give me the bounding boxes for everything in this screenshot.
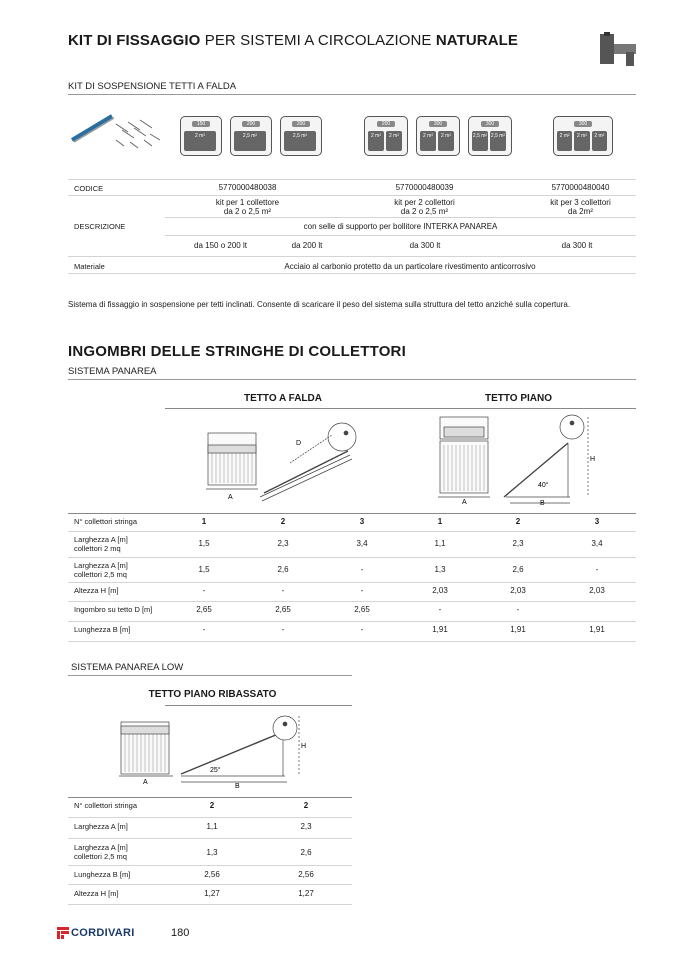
table-row-divider bbox=[68, 641, 636, 642]
table-cell-value: - bbox=[281, 586, 285, 595]
materiale-label: Materiale bbox=[74, 262, 105, 271]
table-cell-value: 2,6 bbox=[277, 565, 289, 574]
table-cell-value: - bbox=[360, 565, 364, 574]
section1-subtitle: KIT DI SOSPENSIONE TETTI A FALDA bbox=[68, 81, 237, 92]
table-row-label: Larghezza A [m] collettori 2 mq bbox=[74, 535, 128, 553]
collector-area-label: 2 m² bbox=[574, 131, 589, 151]
table-row-divider bbox=[68, 817, 352, 818]
mounting-bracket-icon bbox=[598, 30, 640, 70]
table-cell-value: 1,91 bbox=[589, 625, 605, 634]
table-row-divider bbox=[68, 582, 636, 583]
flat-roof-diagram bbox=[430, 413, 605, 507]
table-cell-value: 1,1 bbox=[206, 822, 218, 831]
table-cell-value: 2,56 bbox=[204, 870, 220, 879]
table-cell-value: 3,4 bbox=[591, 539, 603, 548]
table-cell-value: 3 bbox=[594, 517, 600, 526]
label-h2: H bbox=[301, 743, 307, 750]
table-cell-value: 3 bbox=[359, 517, 365, 526]
col-group-tetto-a-falda: TETTO A FALDA bbox=[244, 393, 322, 404]
capacity-2: da 200 lt bbox=[291, 241, 323, 250]
table-row-label: Larghezza A [m] collettori 2,5 mq bbox=[74, 843, 128, 861]
brand-name: CORDIVARI bbox=[71, 927, 135, 939]
collector-area-label: 2 m² bbox=[438, 131, 454, 151]
section2-title: INGOMBRI DELLE STRINGHE DI COLLETTORI bbox=[68, 343, 406, 360]
table-cell-value: 1,5 bbox=[198, 565, 210, 574]
saddle-note: con selle di supporto per bollitore INTERKA PANAREA bbox=[303, 222, 498, 231]
table-row-divider bbox=[68, 865, 352, 866]
table-cell-value: 2,6 bbox=[300, 848, 312, 857]
table-cell-value: - bbox=[202, 625, 206, 634]
tank-capacity-label: 200 bbox=[242, 121, 260, 127]
collector-area-label: 2,5 m² bbox=[472, 131, 488, 151]
pitched-roof-diagram bbox=[200, 415, 370, 507]
table-row-divider bbox=[68, 621, 636, 622]
table-cell-value: 2,65 bbox=[354, 605, 370, 614]
table-cell-value: 2,65 bbox=[275, 605, 291, 614]
table-row-label: Altezza H [m] bbox=[74, 586, 119, 595]
label-a3: A bbox=[143, 779, 148, 786]
table-cell-value: - bbox=[595, 565, 599, 574]
label-b2: B bbox=[235, 783, 240, 790]
table-row-divider bbox=[68, 531, 636, 532]
table-row-label: Altezza H [m] bbox=[74, 889, 119, 898]
table-cell-value: 2,03 bbox=[589, 586, 605, 595]
lowered-flat-roof-diagram bbox=[115, 712, 315, 790]
tank-capacity-label: 300 bbox=[481, 121, 499, 127]
table-cell-value: - bbox=[516, 605, 520, 614]
capacity-3: da 300 lt bbox=[409, 241, 441, 250]
table-cell-value: 2,3 bbox=[300, 822, 312, 831]
label-a: A bbox=[228, 494, 233, 501]
code-2: 5770000480039 bbox=[395, 183, 454, 192]
desc-3: kit per 3 collettori da 2m² bbox=[550, 198, 611, 217]
label-angle25: 25° bbox=[210, 767, 221, 774]
label-d: D bbox=[296, 440, 302, 447]
tank-capacity-label: 300 bbox=[429, 121, 447, 127]
description-paragraph: Sistema di fissaggio in sospensione per tetti inclinati. Consente di scaricare il peso del sistema sulla struttura del tetto anziché sulla copertura. bbox=[68, 300, 571, 309]
table-cell-value: 1 bbox=[201, 517, 207, 526]
descrizione-label: DESCRIZIONE bbox=[74, 222, 126, 231]
table-row-divider bbox=[68, 884, 352, 885]
capacity-4: da 300 lt bbox=[561, 241, 593, 250]
table-row-label: N° collettori stringa bbox=[74, 517, 138, 526]
table-cell-value: 2,3 bbox=[277, 539, 289, 548]
label-a2: A bbox=[462, 499, 467, 506]
table-row-label: Larghezza A [m] collettori 2,5 mq bbox=[74, 561, 128, 579]
table-row-label: Lunghezza B [m] bbox=[74, 625, 131, 634]
code-3: 5770000480040 bbox=[551, 183, 610, 192]
collector-area-label: 2 m² bbox=[557, 131, 572, 151]
collector-area-label: 2,5 m² bbox=[490, 131, 506, 151]
table-cell-value: 2 bbox=[515, 517, 521, 526]
collector-area-label: 2 m² bbox=[420, 131, 436, 151]
desc-2: kit per 2 collettori da 2 o 2,5 m² bbox=[394, 198, 455, 217]
desc-1: kit per 1 collettore da 2 o 2,5 m² bbox=[215, 198, 280, 217]
table-cell-value: 3,4 bbox=[356, 539, 368, 548]
table-cell-value: - bbox=[438, 605, 442, 614]
table-cell-value: 1,3 bbox=[434, 565, 446, 574]
table-cell-value: 1,27 bbox=[204, 889, 220, 898]
table-cell-value: 2,03 bbox=[510, 586, 526, 595]
kit-product-image bbox=[70, 112, 165, 157]
table-cell-value: - bbox=[360, 586, 364, 595]
collector-area-label: 2,5 m² bbox=[284, 131, 316, 151]
table-cell-value: 1,3 bbox=[206, 848, 218, 857]
table-row-divider bbox=[68, 904, 352, 905]
section3-subtitle: SISTEMA PANAREA LOW bbox=[71, 662, 184, 673]
page-number: 180 bbox=[171, 927, 190, 939]
table-cell-value: - bbox=[202, 586, 206, 595]
table-cell-value: 1 bbox=[437, 517, 443, 526]
title-part-normal: PER SISTEMI A CIRCOLAZIONE bbox=[200, 32, 436, 49]
table-cell-value: 2,65 bbox=[196, 605, 212, 614]
table-cell-value: 2 bbox=[303, 801, 309, 810]
table-cell-value: - bbox=[360, 625, 364, 634]
code-1: 5770000480038 bbox=[218, 183, 277, 192]
title-part-bold2: NATURALE bbox=[435, 32, 518, 49]
section2-subtitle: SISTEMA PANAREA bbox=[68, 366, 157, 377]
label-h: H bbox=[590, 456, 596, 463]
collector-area-label: 2,5 m² bbox=[234, 131, 266, 151]
label-b: B bbox=[540, 500, 545, 507]
materiale-value: Acciaio al carbonio protetto da un particolare rivestimento anticorrosivo bbox=[284, 262, 536, 271]
table-cell-value: 2,6 bbox=[512, 565, 524, 574]
title-part-bold1: KIT DI FISSAGGIO bbox=[68, 32, 201, 49]
codice-label: CODICE bbox=[74, 184, 104, 193]
table-row-label: Larghezza A [m] bbox=[74, 822, 128, 831]
table-cell-value: 1,1 bbox=[434, 539, 446, 548]
table-cell-value: 2 bbox=[209, 801, 215, 810]
table-cell-value: 1,5 bbox=[198, 539, 210, 548]
table-row-label: N° collettori stringa bbox=[74, 801, 138, 810]
table-row-divider bbox=[68, 601, 636, 602]
table-row-label: Lunghezza B [m] bbox=[74, 870, 131, 879]
tank-capacity-label: 150 bbox=[192, 121, 210, 127]
collector-area-label: 2 m² bbox=[184, 131, 216, 151]
cordivari-logo-icon bbox=[57, 927, 69, 939]
table-cell-value: 2 bbox=[280, 517, 286, 526]
table-cell-value: 2,3 bbox=[512, 539, 524, 548]
table-cell-value: 1,27 bbox=[298, 889, 314, 898]
page-title bbox=[68, 32, 518, 49]
tank-capacity-label: 300 bbox=[574, 121, 592, 127]
collector-area-label: 2 m² bbox=[368, 131, 384, 151]
table-cell-value: 2,56 bbox=[298, 870, 314, 879]
tank-capacity-label: 200 bbox=[292, 121, 310, 127]
collector-area-label: 2 m² bbox=[386, 131, 402, 151]
tank-capacity-label: 200 bbox=[377, 121, 395, 127]
table-row-divider bbox=[68, 838, 352, 839]
collector-area-label: 2 m² bbox=[592, 131, 607, 151]
table-cell-value: 1,91 bbox=[510, 625, 526, 634]
col-group-tetto-piano: TETTO PIANO bbox=[484, 393, 553, 404]
table-row-label: Ingombro su tetto D [m] bbox=[74, 605, 153, 614]
table-row-divider bbox=[68, 557, 636, 558]
table-cell-value: 2,03 bbox=[432, 586, 448, 595]
table-cell-value: 1,91 bbox=[432, 625, 448, 634]
capacity-1: da 150 o 200 lt bbox=[194, 241, 247, 250]
label-angle40: 40° bbox=[538, 482, 549, 489]
col-group-tetto-piano-ribassato: TETTO PIANO RIBASSATO bbox=[148, 689, 277, 700]
table-cell-value: - bbox=[281, 625, 285, 634]
